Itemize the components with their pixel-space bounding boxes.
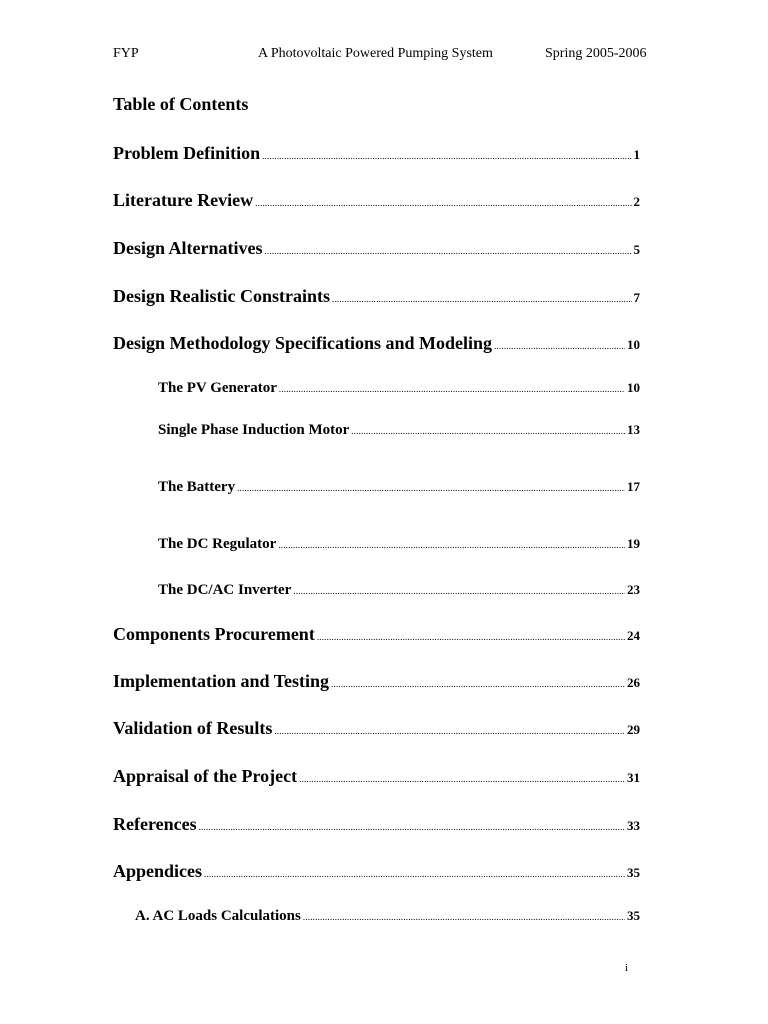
toc-title: Table of Contents	[113, 94, 249, 114]
toc-entry-problem-definition[interactable]	[113, 143, 640, 164]
toc-entry-battery[interactable]	[158, 479, 640, 496]
toc-entry-implementation-testing[interactable]	[113, 671, 640, 692]
toc-entry-label: The PV Generator	[158, 380, 277, 396]
toc-entry-page: 13	[627, 422, 640, 437]
toc-entry-label: Appendices	[113, 861, 203, 881]
toc-entry-label: Design Alternatives	[113, 238, 263, 258]
toc-entry-appendices[interactable]	[113, 861, 640, 882]
toc-entry-page: 29	[627, 722, 640, 737]
dot-leader	[278, 540, 625, 550]
toc-entry-appraisal[interactable]	[113, 766, 640, 787]
header-date: Spring 2005-2006	[545, 46, 647, 61]
dot-leader	[351, 426, 625, 436]
toc-entry-page: 10	[627, 337, 640, 352]
toc-entry-page: 7	[633, 290, 640, 305]
toc-entry-dc-ac-inverter[interactable]	[158, 582, 640, 599]
toc-entry-page: 33	[627, 818, 640, 833]
header-left: FYP	[113, 46, 139, 61]
dot-leader	[199, 822, 625, 832]
toc-entry-label: Design Methodology Specifications and Modeling	[113, 333, 493, 353]
page-header	[0, 46, 768, 66]
page-number: i	[625, 962, 629, 974]
toc-entry-label: The DC/AC Inverter	[158, 582, 292, 598]
toc-entry-page: 35	[627, 908, 640, 923]
toc-entry-page: 19	[627, 536, 640, 551]
toc-entry-label: Implementation and Testing	[113, 671, 330, 691]
toc-entry-ac-loads[interactable]	[135, 908, 640, 925]
header-title: A Photovoltaic Powered Pumping System	[258, 46, 493, 61]
toc-entry-label: Validation of Results	[113, 718, 273, 738]
toc-entry-references[interactable]	[113, 814, 640, 835]
toc-entry-validation-results[interactable]	[113, 718, 640, 739]
dot-leader	[274, 726, 625, 736]
toc-entry-page: 5	[633, 242, 640, 257]
toc-entry-design-methodology[interactable]	[113, 333, 640, 354]
dot-leader	[303, 912, 625, 922]
toc-entry-pv-generator[interactable]	[158, 380, 640, 397]
toc-entry-page: 1	[633, 147, 640, 162]
toc-entry-label: Components Procurement	[113, 624, 315, 644]
toc-entry-label: Design Realistic Constraints	[113, 286, 330, 306]
dot-leader	[237, 483, 625, 493]
toc-entry-label: Single Phase Induction Motor	[158, 422, 350, 438]
toc-entry-design-alternatives[interactable]	[113, 238, 640, 259]
toc-entry-label: Problem Definition	[113, 143, 261, 163]
toc-entry-label: Appraisal of the Project	[113, 766, 298, 786]
toc-entry-label: References	[113, 814, 197, 834]
dot-leader	[293, 586, 625, 596]
toc-entry-label: The DC Regulator	[158, 536, 277, 552]
toc-entry-page: 31	[627, 770, 640, 785]
toc-entry-label: A. AC Loads Calculations	[135, 908, 301, 924]
toc-entry-dc-regulator[interactable]	[158, 536, 640, 553]
dot-leader	[331, 679, 625, 689]
toc-entry-page: 24	[627, 628, 640, 643]
toc-entry-label: The Battery	[158, 479, 236, 495]
toc-entry-page: 35	[627, 865, 640, 880]
dot-leader	[279, 384, 625, 394]
toc-entry-literature-review[interactable]	[113, 190, 640, 211]
toc-entry-page: 26	[627, 675, 640, 690]
toc-entry-page: 10	[627, 380, 640, 395]
dot-leader	[317, 632, 625, 642]
dot-leader	[255, 198, 631, 208]
dot-leader	[204, 869, 625, 879]
toc-entry-page: 23	[627, 582, 640, 597]
toc-entry-page: 17	[627, 479, 640, 494]
dot-leader	[332, 294, 632, 304]
dot-leader	[264, 246, 631, 256]
toc-entry-label: Literature Review	[113, 190, 254, 210]
dot-leader	[494, 341, 625, 351]
dot-leader	[262, 151, 631, 161]
toc-entry-components-procurement[interactable]	[113, 624, 640, 645]
toc-entry-induction-motor[interactable]	[158, 422, 640, 439]
dot-leader	[299, 774, 625, 784]
toc-entry-page: 2	[633, 194, 640, 209]
toc-entry-design-constraints[interactable]	[113, 286, 640, 307]
